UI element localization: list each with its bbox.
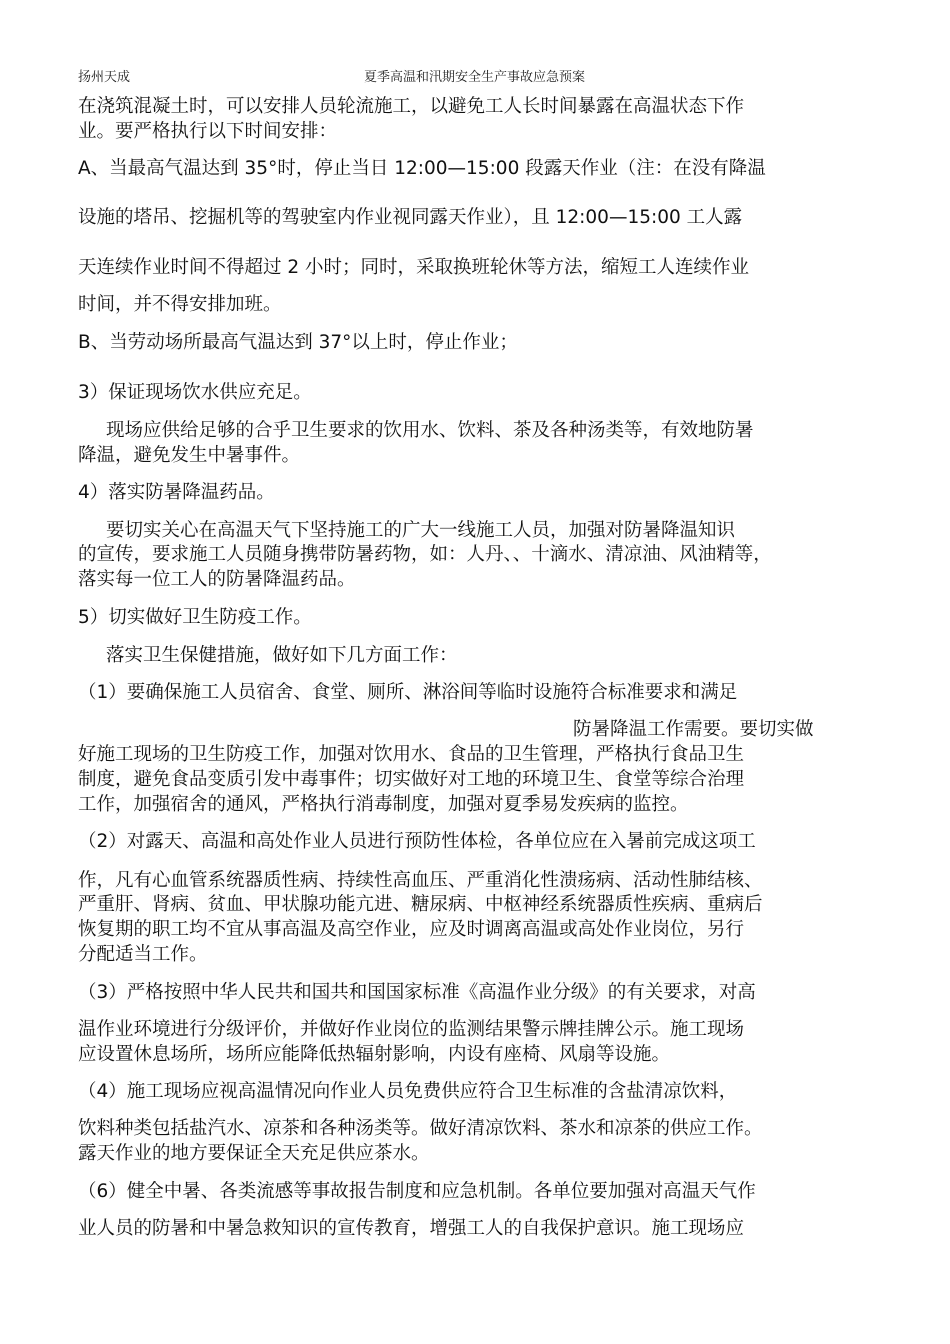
body-line: 温作业环境进行分级评价，并做好作业岗位的监测结果警示牌挂牌公示。施工现场 [78, 1019, 745, 1040]
body-line: 在浇筑混凝土时，可以安排人员轮流施工，以避免工人长时间暴露在高温状态下作 [78, 96, 745, 117]
body-line: 设施的塔吊、挖掘机等的驾驶室内作业视同露天作业），且 12:00—15:00 工人露 [78, 207, 743, 228]
body-line: 露天作业的地方要保证全天充足供应茶水。 [78, 1143, 430, 1164]
body-line: 落实每一位工人的防暑降温药品。 [78, 569, 356, 590]
header-title: 夏季高温和汛期安全生产事故应急预案 [364, 70, 586, 85]
body-line: 时间，并不得安排加班。 [78, 294, 282, 315]
list-item-4: （4）施工现场应视高温情况向作业人员免费供应符合卫生标准的含盐清凉饮料， [78, 1081, 738, 1102]
body-line: 天连续作业时间不得超过 2 小时；同时，采取换班轮休等方法，缩短工人连续作业 [78, 257, 750, 278]
body-line: 应设置休息场所，场所应能降低热辐射影响，内设有座椅、风扇等设施。 [78, 1044, 671, 1065]
body-line: B、当劳动场所最高气温达到 37°以上时，停止作业； [78, 332, 518, 353]
body-line: 饮料种类包括盐汽水、凉茶和各种汤类等。做好清凉饮料、茶水和凉茶的供应工作。 [78, 1118, 763, 1139]
section-heading: 5）切实做好卫生防疫工作。 [78, 607, 312, 628]
body-line: 作，凡有心血管系统器质性病、持续性高血压、严重消化性溃疡病、活动性肺结核、 [78, 870, 763, 891]
body-line: 业。要严格执行以下时间安排： [78, 121, 338, 142]
list-item-6: （6）健全中暑、各类流感等事故报告制度和应急机制。各单位要加强对高温天气作 [78, 1181, 756, 1202]
list-item-2: （2）对露天、高温和高处作业人员进行预防性体检，各单位应在入暑前完成这项工 [78, 831, 756, 852]
body-line: 现场应供给足够的合乎卫生要求的饮用水、饮料、茶及各种汤类等，有效地防暑 [106, 420, 754, 441]
body-line: 降温，避免发生中暑事件。 [78, 445, 301, 466]
section-heading: 4）落实防暑降温药品。 [78, 482, 275, 503]
body-line: 制度，避免食品变质引发中毒事件；切实做好对工地的环境卫生、食堂等综合治理 [78, 769, 745, 790]
header-left: 扬州天成 [78, 70, 131, 85]
body-line: 恢复期的职工均不宜从事高温及高空作业，应及时调离高温或高处作业岗位，另行 [78, 919, 745, 940]
body-line: 落实卫生保健措施，做好如下几方面工作： [106, 645, 458, 666]
body-line: 的宣传，要求施工人员随身携带防暑药物，如：人丹、、十滴水、清凉油、风油精等， [78, 544, 772, 565]
body-line: 业人员的防暑和中暑急救知识的宣传教育，增强工人的自我保护意识。施工现场应 [78, 1218, 745, 1239]
body-line: 要切实关心在高温天气下坚持施工的广大一线施工人员，加强对防暑降温知识 [106, 520, 736, 541]
body-line: A、当最高气温达到 35°时，停止当日 12:00—15:00 段露天作业（注：在没有降温 [78, 158, 766, 179]
body-line: 工作，加强宿舍的通风，严格执行消毒制度，加强对夏季易发疾病的监控。 [78, 794, 689, 815]
section-heading: 3）保证现场饮水供应充足。 [78, 382, 312, 403]
body-line: 分配适当工作。 [78, 944, 208, 965]
body-line: 防暑降温工作需要。要切实做 [573, 719, 814, 740]
body-line: 严重肝、肾病、贫血、甲状腺功能亢进、糖尿病、中枢神经系统器质性疾病、重病后 [78, 894, 763, 915]
list-item-1: （1）要确保施工人员宿舍、食堂、厕所、淋浴间等临时设施符合标准要求和满足 [78, 682, 738, 703]
list-item-3: （3）严格按照中华人民共和国共和国国家标准《高温作业分级》的有关要求，对高 [78, 982, 756, 1003]
body-line: 好施工现场的卫生防疫工作，加强对饮用水、食品的卫生管理，严格执行食品卫生 [78, 744, 745, 765]
